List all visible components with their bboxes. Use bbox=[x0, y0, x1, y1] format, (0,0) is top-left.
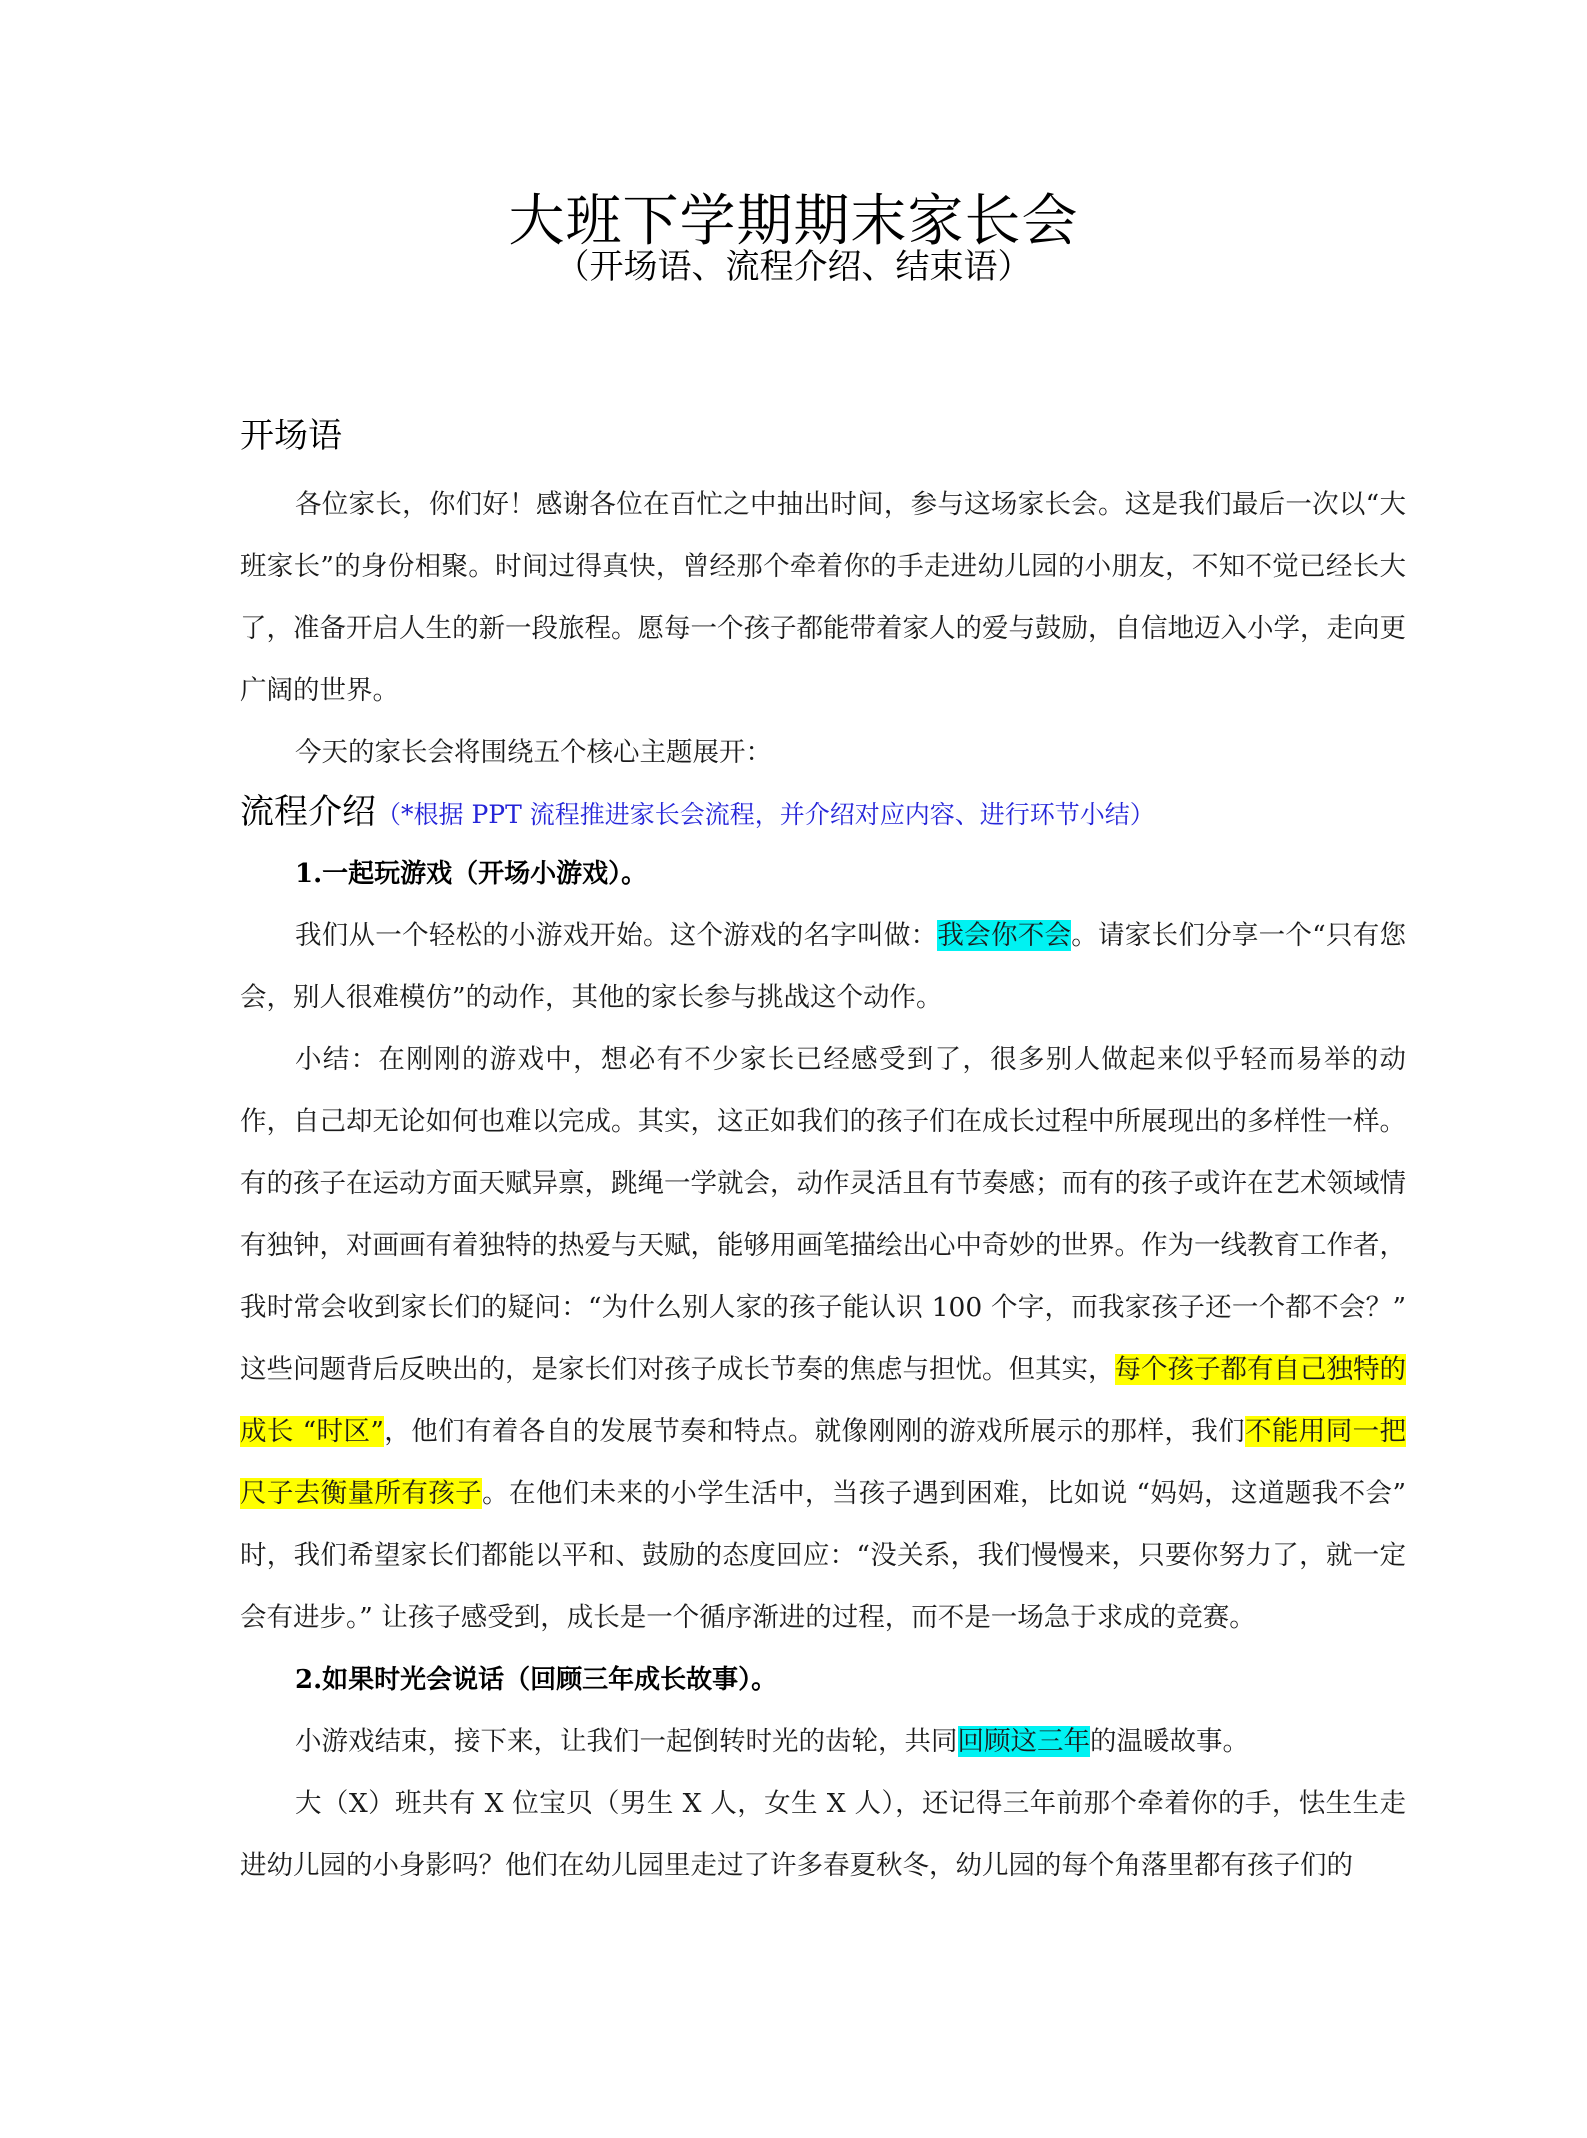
summary-part-b: ，他们有着各自的发展节奏和特点。就像刚刚的游戏所展示的那样，我们 bbox=[383, 1416, 1246, 1447]
process-heading-text: 流程介绍 bbox=[240, 792, 376, 832]
summary-part-c: 。在他们未来的小学生活中，当孩子遇到困难，比如说 “妈妈，这道题我不会” 时，我们希望家长们都能以平和、鼓励的态度回应：“没关系，我们慢慢来，只要你努力了，就一定会有进步。” 让孩子感受到，成长是一个循序渐进的过程，而不是一场急于求成的竞赛。 bbox=[240, 1478, 1406, 1633]
document-body bbox=[240, 408, 1406, 1897]
review-highlight: 回顾这三年 bbox=[957, 1726, 1090, 1757]
section-1-heading: 1.一起玩游戏（开场小游戏）。 bbox=[295, 859, 648, 889]
section-2-text-after: 的温暖故事。 bbox=[1090, 1726, 1249, 1757]
section-1-summary bbox=[240, 1029, 1406, 1649]
summary-part-a: 小结：在刚刚的游戏中，想必有不少家长已经感受到了，很多别人做起来似乎轻而易举的动作，自己却无论如何也难以完成。其实，这正如我们的孩子们在成长过程中所展现出的多样性一样。有的孩子在运动方面天赋异禀，跳绳一学就会，动作灵活且有节奏感；而有的孩子或许在艺术领域情有独钟，对画画有着独特的热爱与天赋，能够用画笔描绘出心中奇妙的世界。作为一线教育工作者，我时常会收到家长们的疑问：“为什么别人家的孩子能认识 100 个字，而我家孩子还一个都不会？” 这些问题背后反映出的，是家长们对孩子成长节奏的焦虑与担忧。但其实， bbox=[240, 1044, 1406, 1385]
document-subtitle: （开场语、流程介绍、结束语） bbox=[555, 247, 1032, 287]
process-heading bbox=[240, 784, 1406, 843]
process-note: （*根据 PPT 流程推进家长会流程，并介绍对应内容、进行环节小结） bbox=[376, 800, 1155, 829]
opening-heading: 开场语 bbox=[240, 416, 342, 456]
opening-paragraph: 各位家长，你们好！感谢各位在百忙之中抽出时间，参与这场家长会。这是我们最后一次以“大班家长”的身份相聚。时间过得真快，曾经那个牵着你的手走进幼儿园的小朋友，不知不觉已经长大了，准备开启人生的新一段旅程。愿每一个孩子都能带着家人的爱与鼓励，自信地迈入小学，走向更广阔的世界。 bbox=[240, 489, 1406, 706]
section-2-paragraph bbox=[240, 1711, 1406, 1773]
summary-highlight-ruler: 不能用同一把尺子去衡量所有孩子 bbox=[240, 1416, 1407, 1509]
section-1-paragraph bbox=[240, 905, 1406, 1029]
section-2-heading: 2.如果时光会说话（回顾三年成长故事）。 bbox=[295, 1665, 778, 1695]
opening-topics-intro: 今天的家长会将围绕五个核心主题展开： bbox=[295, 737, 772, 768]
summary-highlight-time-zone: 每个孩子都有自己独特的成长 “时区” bbox=[240, 1354, 1406, 1447]
game-name-highlight: 我会你不会 bbox=[937, 920, 1072, 951]
document-title: 大班下学期期末家长会 bbox=[508, 188, 1079, 254]
section-1-text-after: 。请家长们分享一个“只有您会，别人很难模仿”的动作，其他的家长参与挑战这个动作。 bbox=[240, 920, 1406, 1013]
section-2-class-info: 大（X）班共有 X 位宝贝（男生 X 人，女生 X 人），还记得三年前那个牵着你的手，怯生生走进幼儿园的小身影吗？他们在幼儿园里走过了许多春夏秋冬，幼儿园的每个角落里都有孩子们的 bbox=[240, 1788, 1406, 1881]
section-2-text-before: 小游戏结束，接下来，让我们一起倒转时光的齿轮，共同 bbox=[295, 1726, 958, 1757]
section-1-text-before: 我们从一个轻松的小游戏开始。这个游戏的名字叫做： bbox=[295, 920, 938, 951]
